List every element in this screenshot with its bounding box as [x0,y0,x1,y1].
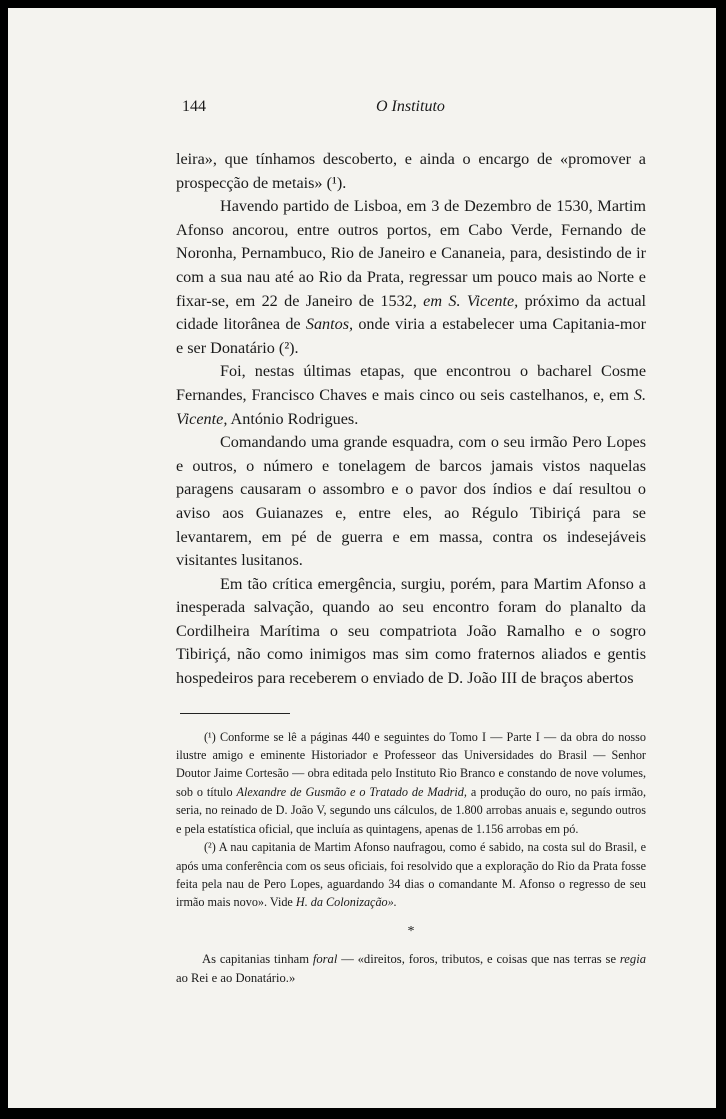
footnote-2-italic-ref: H. da Colonização». [295,895,397,910]
paragraph-5: Em tão crítica emergência, surgiu, porém, para Martim Afonso a inesperada salvação, quando ao seu encontro foram do planalto da Cordilheira Marítima o seu compatriota João Ramalho e o sogro Tibiriçá, não como inimigos mas sim como fraternos aliados e gentis hospedeiros para receberem o enviado de D. João III de braços abertos [176,574,646,688]
scanned-page [8,8,716,1108]
body-text [176,148,646,691]
page-header [176,98,646,124]
paragraph-3 [176,360,646,431]
paragraph-3-text-a: Foi, nestas últimas etapas, que encontrou o bacharel Cosme Fernandes, Francisco Chaves e mais cinco ou seis castelhanos, e, em [176,362,646,404]
footnote-rule [180,713,290,714]
section-separator: * [407,923,415,939]
footnote-2-text-a: (²) A nau capitania de Martim Afonso naufragou, como é sabido, na costa sul do Brasil, e após uma conferência com os seus oficiais, foi resolvido que a exploração do Rio da Prata fosse feita pela nau de Pero Lopes, aguardando 34 dias o comandante M. Afonso o regresso de seu irmão mais novo». Vide [176,840,646,910]
page-number: 144 [182,98,206,115]
remark-text-b: — «direitos, foros, tributos, e coisas que nas terras se [341,951,617,966]
footnote-1-italic-title: Alexandre de Gusmão e o Tratado de Madrid, [236,784,467,799]
paragraph-2-text-c: onde viria a estabelecer uma Capitania-mor e ser Donatário (²). [176,315,647,357]
remark-italic-foral: foral [312,951,338,966]
paragraph-3-italic-svicente: S. Vicente, [176,385,646,428]
paragraph-2-text-a: Havendo partido de Lisboa, em 3 de Dezembro de 1530, Martim Afonso ancorou, entre outros portos, em Cabo Verde, Fernando de Noronha, Pernambuco, Rio de Janeiro e Cananeia, para, desistindo de ir com a sua nau até ao Rio da Prata, regressar um pouco mais ao Norte e fixar-se, em 22 de Janeiro de 1532, [176,197,646,310]
remark-paragraph [176,950,646,988]
paragraph-2-text-b: próximo da actual cidade litorânea de [176,291,647,334]
footnote-1 [176,728,646,838]
running-title: O Instituto [376,98,445,115]
remark-text-a: As capitanias tinham [202,951,310,966]
remark-text-c: ao Rei e ao Donatário.» [176,970,296,985]
remark-italic-regia: regia [619,951,646,966]
footnote-1-text-b: a produção do ouro, no país irmão, seria, no reinado de D. João V, segundo uns cálculos, de 1.800 arrobas anuais e, segundo outros e pela estatística oficial, que incluía as quintagens, apenas de 1.156 arrobas em pó. [176,784,646,836]
paragraph-1: leira», que tínhamos descoberto, e ainda o encargo de «promover a prospecção de metais» (¹). [176,150,646,192]
footnotes [176,728,646,912]
paragraph-3-text-b: António Rodrigues. [230,409,359,428]
footnote-2 [176,838,646,912]
paragraph-4: Comandando uma grande esquadra, com o seu irmão Pero Lopes e outros, o número e tonelagem de barcos jamais vistos naquelas paragens causaram o assombro e o pavor dos índios e daí resultou o aviso aos Guianazes e, entre eles, ao Régulo Tibiriçá para se levantarem, em pé de guerra e em massa, contra os indesejáveis visitantes lusitanos. [176,433,646,570]
footnote-1-text-a: (¹) Conforme se lê a páginas 440 e seguintes do Tomo I — Parte I — da obra do nosso ilustre amigo e eminente Historiador e Professeor das Universidades do Brasil — Senhor Doutor Jaime Cortesão — obra editada pelo Instituto Rio Branco e constando de nove volumes, sob o título [176,729,646,799]
page-content [176,98,646,988]
remark-note [176,950,646,988]
paragraph-2 [176,195,646,360]
paragraph-2-italic-santos: Santos, [305,315,354,334]
paragraph-2-italic-svicente: em S. Vicente, [423,291,519,310]
